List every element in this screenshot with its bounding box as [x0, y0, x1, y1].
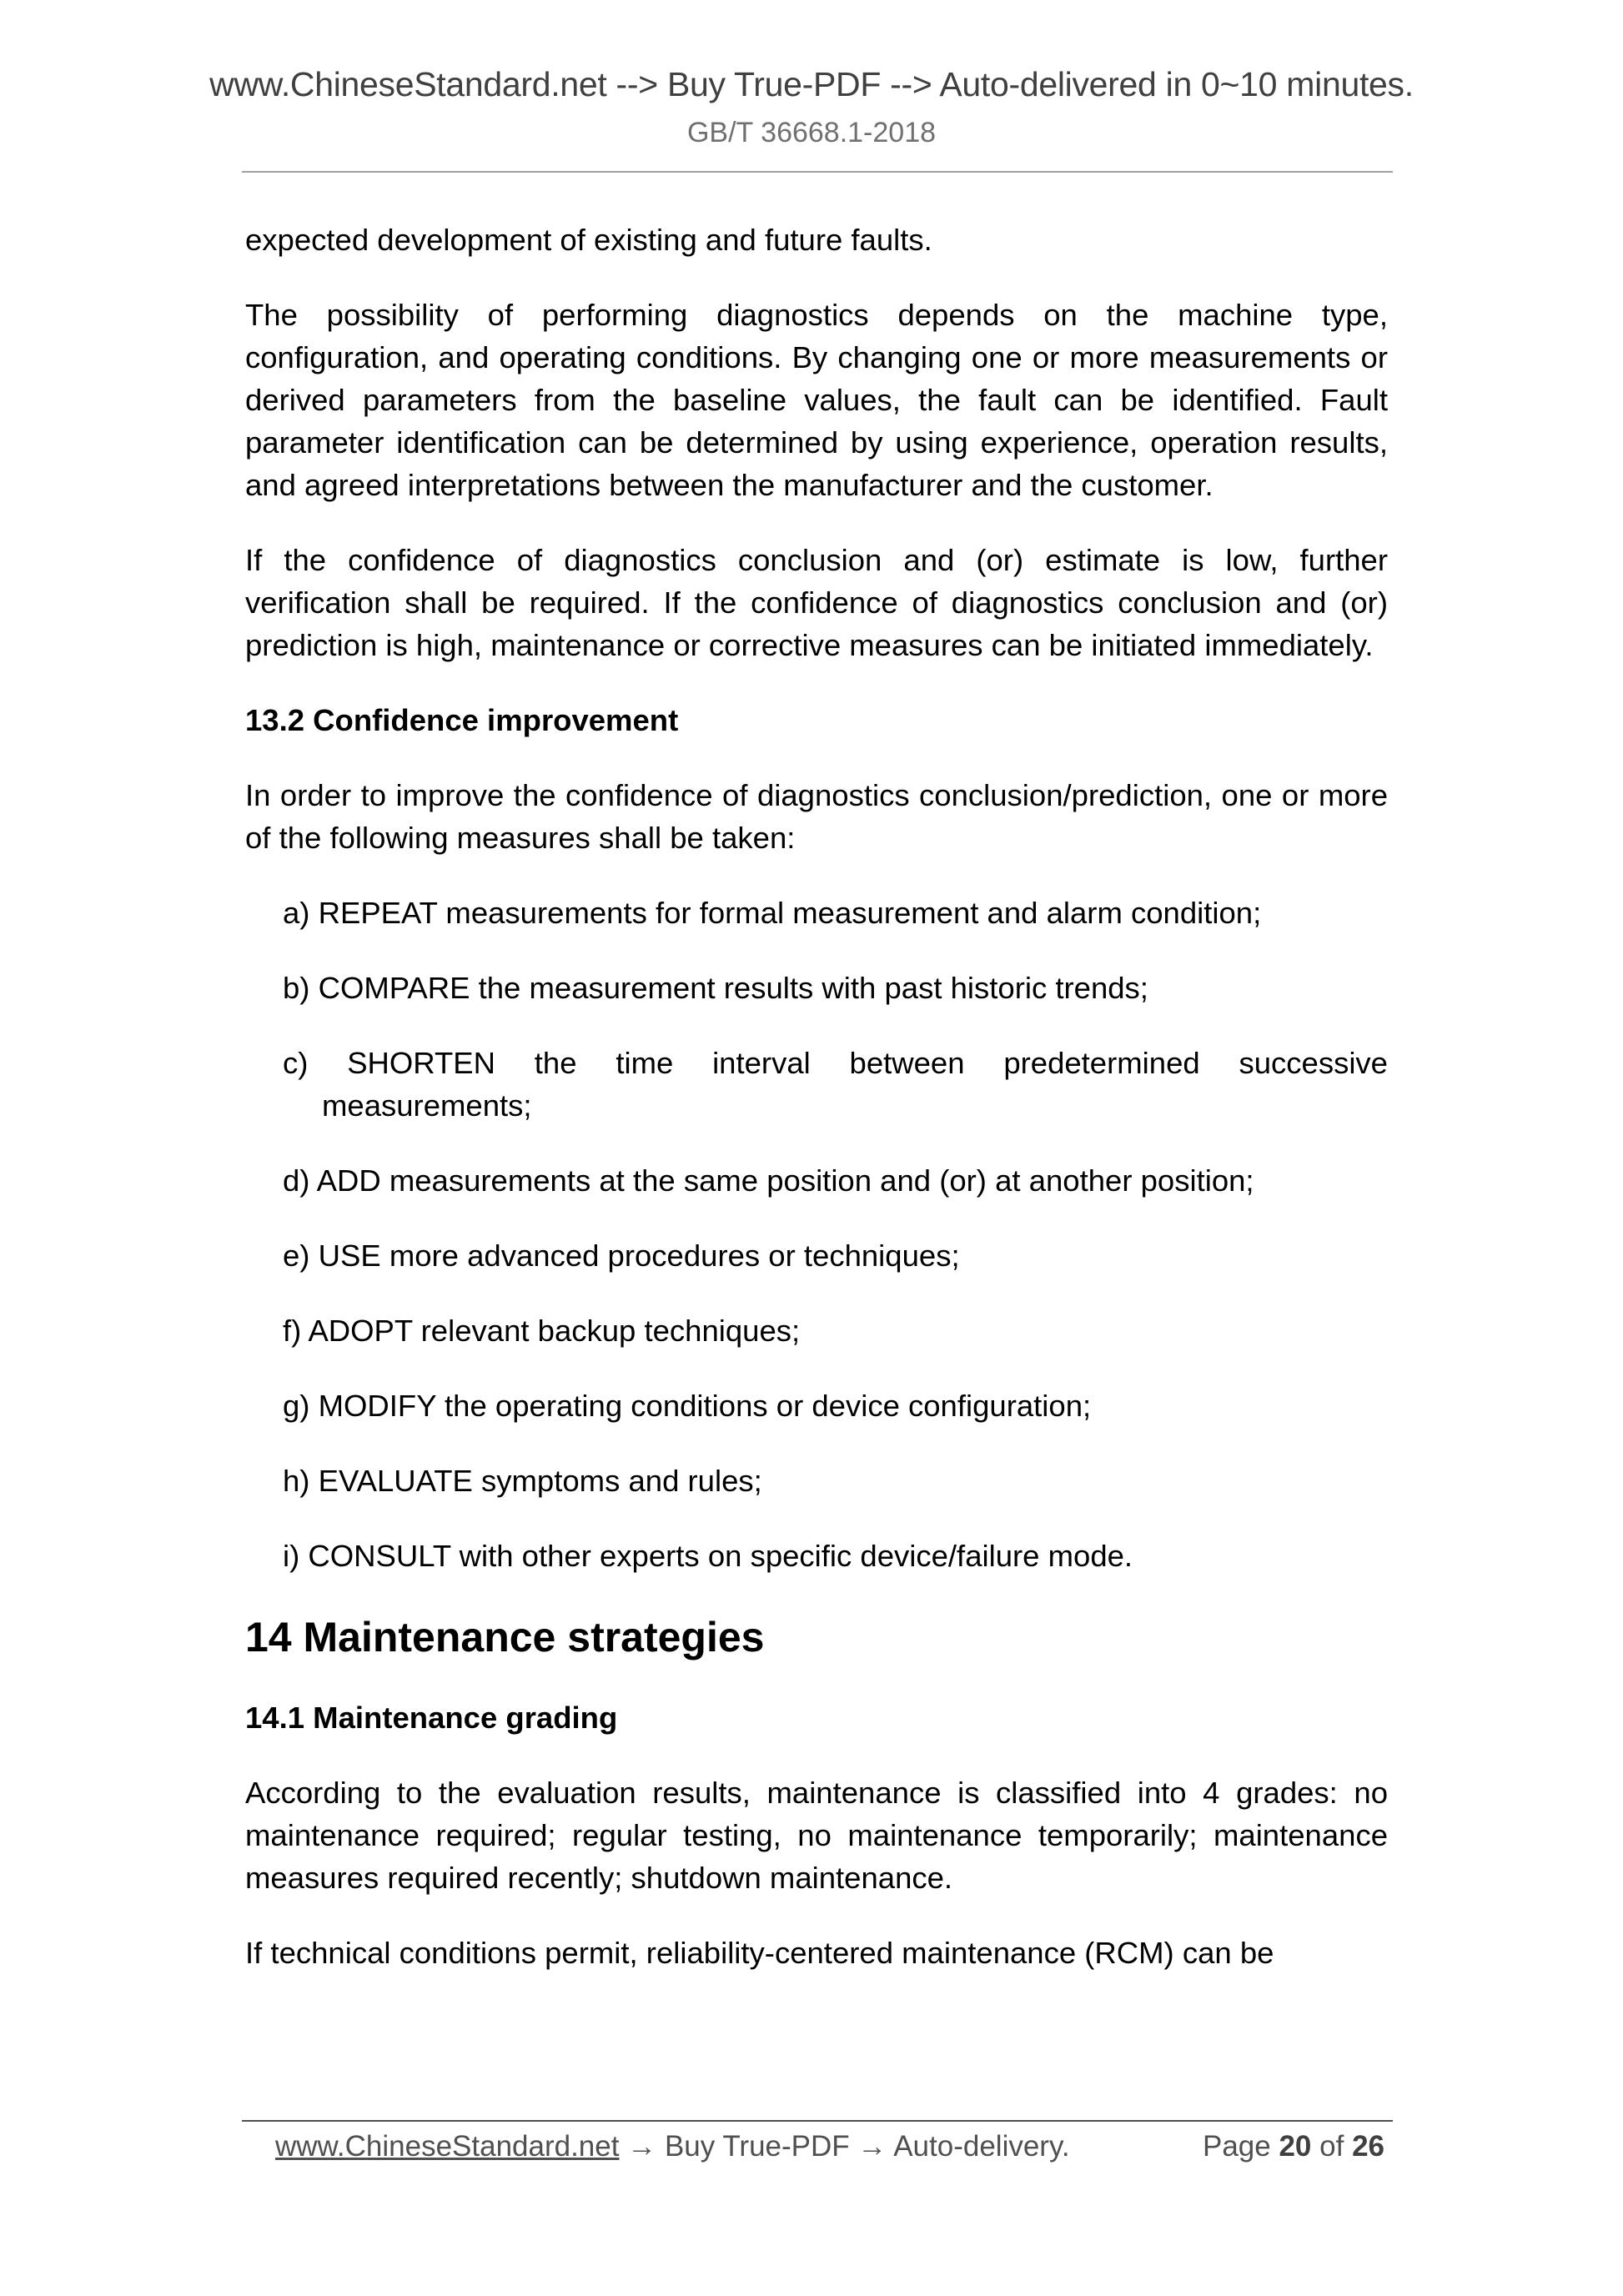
list-marker: f)	[283, 1314, 302, 1348]
list-text: ADOPT relevant backup techniques;	[308, 1314, 801, 1348]
arrow-right-icon: →	[857, 2130, 887, 2163]
list-marker: h)	[283, 1464, 310, 1498]
list-item	[283, 1234, 1388, 1277]
section-heading-14-1: 14.1 Maintenance grading	[245, 1701, 618, 1735]
paragraph-possibility: The possibility of performing diagnostics depends on the machine type, configuration, and operating conditions. By changing one or more measurements or derived parameters from the baseline values, the fault can be identified. Fault parameter identification can be determined by using experience, operation results, and agreed interpretations between the manufacturer and the customer.	[245, 298, 1388, 502]
header-banner: www.ChineseStandard.net --> Buy True-PDF --> Auto-delivered in 0~10 minutes.	[209, 65, 1414, 103]
list-item	[283, 1159, 1388, 1202]
list-marker: e)	[283, 1238, 310, 1273]
paragraph-continuation: expected development of existing and future faults.	[245, 223, 932, 257]
paragraph-improve: In order to improve the confidence of diagnostics conclusion/prediction, one or more of the following measures shall be taken:	[245, 778, 1388, 855]
page-footer	[275, 2130, 1384, 2163]
page-of: of	[1319, 2130, 1344, 2163]
measures-list	[245, 892, 1388, 1577]
footer-delivery-text: Auto-delivery.	[893, 2130, 1070, 2163]
list-marker: d)	[283, 1163, 310, 1198]
page-current: 20	[1279, 2130, 1312, 2163]
footer-divider	[242, 2120, 1393, 2122]
section-heading-14: 14 Maintenance strategies	[245, 1614, 765, 1660]
arrow-right-icon: →	[627, 2130, 657, 2163]
list-text: ADD measurements at the same position and (or) at another position;	[316, 1163, 1254, 1198]
page-number	[1203, 2130, 1384, 2163]
section-heading-13-2: 13.2 Confidence improvement	[245, 703, 679, 737]
list-item	[283, 1384, 1388, 1427]
footer-site-link[interactable]: www.ChineseStandard.net	[275, 2130, 620, 2163]
list-text: SHORTEN the time interval between predetermined successive measurements;	[322, 1046, 1388, 1123]
list-marker: a)	[283, 896, 310, 930]
paragraph-rcm: If technical conditions permit, reliability-centered maintenance (RCM) can be	[245, 1936, 1274, 1970]
paragraph-confidence: If the confidence of diagnostics conclusion and (or) estimate is low, further verification shall be required. If the confidence of diagnostics conclusion and (or) prediction is high, maintenance or corrective measures can be initiated immediately.	[245, 543, 1388, 662]
header-divider	[242, 171, 1393, 173]
page-label: Page	[1202, 2130, 1271, 2163]
list-marker: c)	[283, 1046, 309, 1080]
list-marker: i)	[283, 1539, 300, 1573]
list-item	[283, 1459, 1388, 1502]
list-marker: b)	[283, 971, 310, 1005]
list-text: COMPARE the measurement results with past historic trends;	[318, 971, 1148, 1005]
list-text: EVALUATE symptoms and rules;	[318, 1464, 762, 1498]
list-item	[283, 892, 1388, 934]
standard-id: GB/T 36668.1-2018	[686, 117, 937, 148]
footer-buy-text: Buy True-PDF	[664, 2130, 850, 2163]
list-text: MODIFY the operating conditions or device configuration;	[318, 1389, 1092, 1423]
page-total: 26	[1352, 2130, 1384, 2163]
list-item	[283, 1309, 1388, 1352]
paragraph-grading: According to the evaluation results, maintenance is classified into 4 grades: no maintenance required; regular testing, no maintenance temporarily; maintenance measures required recently; shutdown maintenance.	[245, 1776, 1388, 1895]
list-marker: g)	[283, 1389, 310, 1423]
list-item	[283, 1535, 1388, 1577]
list-text: REPEAT measurements for formal measurement and alarm condition;	[318, 896, 1262, 930]
list-item	[283, 967, 1388, 1009]
list-text: CONSULT with other experts on specific device/failure mode.	[308, 1539, 1133, 1573]
list-item	[283, 1042, 1388, 1127]
list-text: USE more advanced procedures or techniques;	[318, 1238, 960, 1273]
document-body	[245, 219, 1388, 2007]
